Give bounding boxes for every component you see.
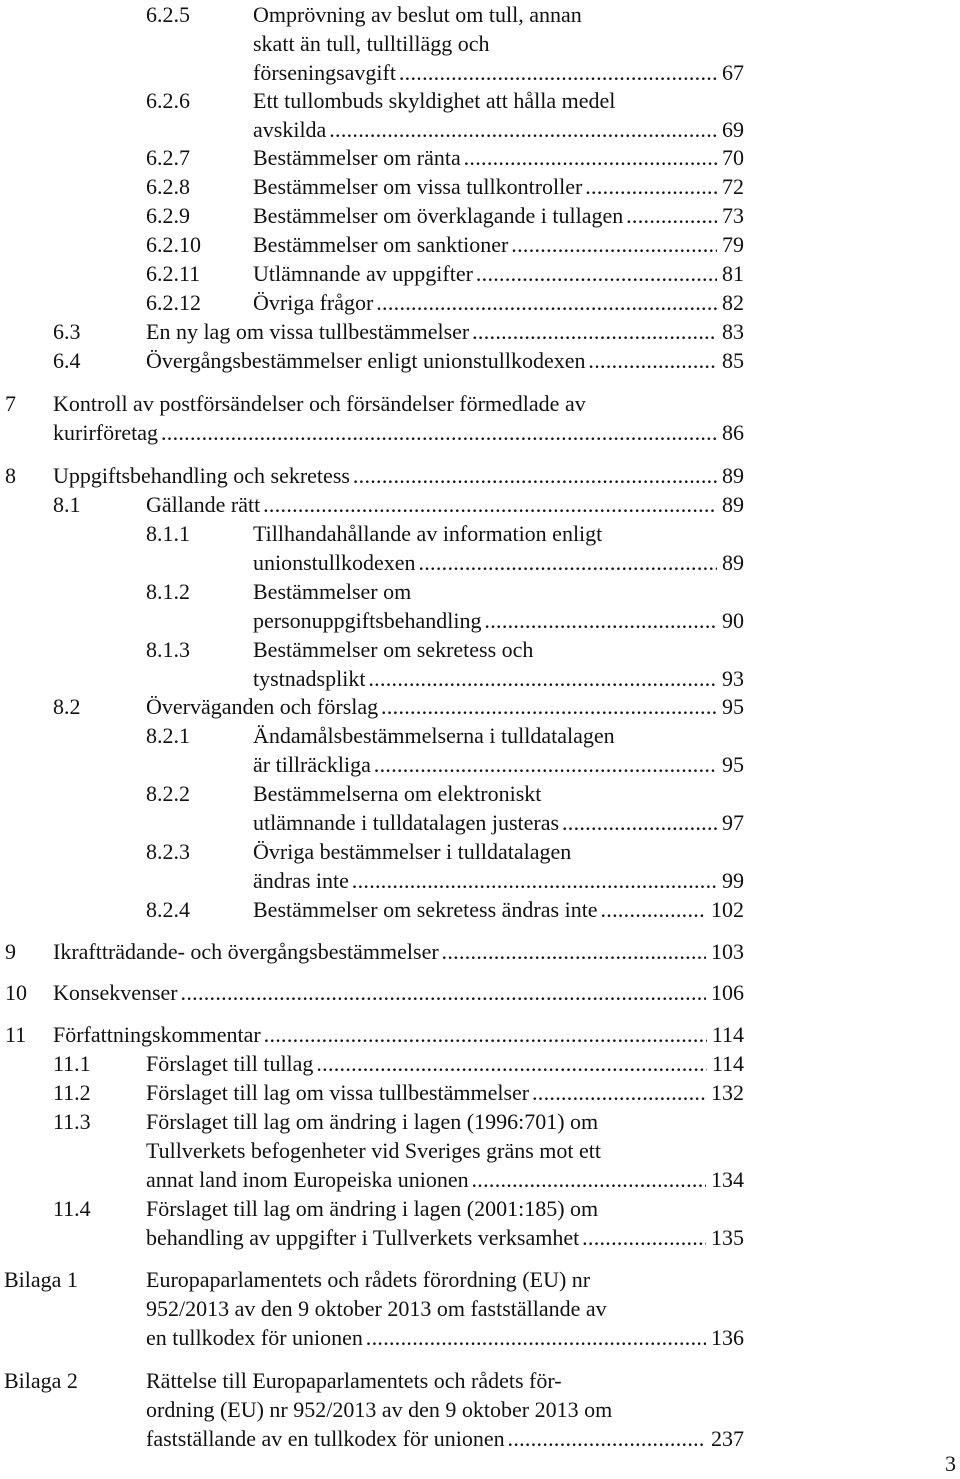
toc-entry-title-leader	[146, 1424, 744, 1453]
toc-entry-page: 97	[717, 808, 744, 837]
toc-entry-page: 114	[707, 1049, 744, 1078]
toc-entry-title-leader	[253, 115, 744, 144]
toc-entry-title-text: Författningskommentar . . .	[53, 1022, 744, 1047]
toc-entry-title-line	[253, 86, 615, 115]
toc-entry-title-text: behandling av uppgifter i Tullverkets verksamhet . . .	[146, 1225, 744, 1250]
toc-entry-title-text: avskilda . . .	[253, 117, 744, 142]
toc-entry-title-text: en tullkodex för unionen . . .	[146, 1325, 744, 1350]
toc-entry	[0, 978, 960, 1007]
toc-entry-number: 8.1.1	[146, 521, 190, 546]
toc-entry-title-text: Bestämmelserna om elektroniskt	[253, 781, 542, 806]
toc-entry-title-text: Bestämmelser om sanktioner . . .	[253, 232, 744, 257]
toc-entry-number: 6.3	[53, 319, 81, 344]
toc-entry	[0, 230, 960, 259]
toc-entry-number: 6.2.8	[146, 174, 190, 199]
toc-entry-title-line	[253, 0, 582, 29]
toc-entry	[0, 1265, 960, 1352]
toc-entry	[0, 201, 960, 230]
page-number: 3	[945, 1451, 956, 1476]
toc-entry-title-line	[146, 1395, 612, 1424]
toc-entry-page: 86	[717, 418, 744, 447]
toc-entry-number: Bilaga 1	[4, 1267, 78, 1292]
toc-entry	[0, 259, 960, 288]
toc-entry-title-text: Bestämmelser om överklagande i tullagen . . .	[253, 203, 744, 228]
toc-entry-page: 132	[706, 1078, 744, 1107]
toc-entry-title-text: Bestämmelser om	[253, 579, 412, 604]
toc-entry-title-text: tystnadsplikt . . .	[253, 666, 744, 691]
toc-entry	[0, 692, 960, 721]
toc-entry-title-text: Överväganden och förslag . . .	[146, 694, 744, 719]
toc-entry-number: 11	[5, 1022, 27, 1047]
toc-entry	[0, 519, 960, 577]
toc-entry-number: 8.2.1	[146, 723, 190, 748]
toc-entry-number: Bilaga 2	[4, 1368, 78, 1393]
toc-entry-title-text: Tullverkets befogenheter vid Sveriges gräns mot ett	[146, 1138, 601, 1163]
toc-entry-page: 93	[717, 664, 744, 693]
toc-entry-page: 95	[717, 750, 744, 779]
toc-entry	[0, 1366, 960, 1453]
toc-entry-number: 8.2.3	[146, 839, 190, 864]
toc-entry-title-line	[253, 577, 411, 606]
toc-entry-title-line	[146, 1294, 607, 1323]
toc-entry-title-text: Ikraftträdande- och övergångsbestämmelser . . .	[53, 939, 744, 964]
toc-entry-number: 9	[5, 939, 16, 964]
toc-entry-page: 67	[717, 58, 744, 87]
toc-entry-title-text: Tillhandahållande av information enligt	[253, 521, 603, 546]
toc-entry	[0, 389, 960, 447]
toc-entry-title-text: Bestämmelser om ränta . . .	[253, 145, 744, 170]
toc-entry-page: 89	[717, 461, 744, 490]
toc-entry-title-text: Förslaget till lag om vissa tullbestämmelser . . .	[146, 1080, 744, 1105]
toc-entry-title-text: Förslaget till lag om ändring i lagen (2001:185) om	[146, 1196, 599, 1221]
toc-entry-page: 89	[717, 490, 744, 519]
toc-entry-title-line	[253, 519, 602, 548]
toc-entry-title-leader	[146, 1323, 744, 1352]
toc-entry-title-leader	[253, 750, 744, 779]
toc-entry	[0, 937, 960, 966]
toc-entry-number: 8.2.4	[146, 897, 190, 922]
toc-entry	[0, 1107, 960, 1194]
toc-entry-title-line	[146, 1194, 598, 1223]
toc-entry-title-leader	[253, 259, 744, 288]
toc-entry-title-text: förseningsavgift . . .	[253, 60, 744, 85]
toc-entry	[0, 779, 960, 837]
toc-entry-number: 8.1.3	[146, 637, 190, 662]
toc-entry-title-leader	[253, 895, 744, 924]
toc-entry	[0, 143, 960, 172]
toc-entry	[0, 1078, 960, 1107]
toc-entry-title-text: Kontroll av postförsändelser och försändelser förmedlade av	[53, 391, 586, 416]
toc-entry	[0, 837, 960, 895]
toc-entry-page: 85	[717, 346, 744, 375]
toc-entry-title-text: annat land inom Europeiska unionen . . .	[146, 1167, 744, 1192]
toc-entry-title-leader	[146, 1049, 744, 1078]
toc-entry	[0, 1020, 960, 1049]
toc-entry-title-text: En ny lag om vissa tullbestämmelser . . .	[146, 319, 744, 344]
toc-entry-title-leader	[53, 937, 744, 966]
toc-entry-title-leader	[253, 664, 744, 693]
toc-entry-title-text: Gällande rätt . . .	[146, 492, 744, 517]
toc-entry-title-text: kurirföretag . . .	[53, 420, 744, 445]
toc-entry-title-text: Rättelse till Europaparlamentets och rådets för-	[146, 1368, 562, 1393]
toc-entry-number: 8.2	[53, 694, 81, 719]
toc-entry	[0, 577, 960, 635]
toc-entry-page: 73	[717, 201, 744, 230]
toc-entry-number: 6.2.12	[146, 290, 201, 315]
toc-entry-title-text: ändras inte . . .	[253, 868, 744, 893]
toc-entry-title-text: personuppgiftsbehandling . . .	[253, 608, 744, 633]
toc-entry-number: 11.3	[53, 1109, 91, 1134]
toc-entry	[0, 895, 960, 924]
toc-entry-page: 114	[707, 1020, 744, 1049]
toc-entry-title-leader	[253, 548, 744, 577]
toc-entry-number: 8.1.2	[146, 579, 190, 604]
toc-entry-number: 11.1	[53, 1051, 91, 1076]
toc-entry-title-line	[146, 1107, 598, 1136]
toc-entry-title-text: utlämnande i tulldatalagen justeras . . .	[253, 810, 744, 835]
toc-entry-title-text: Förslaget till lag om ändring i lagen (1996:701) om	[146, 1109, 599, 1134]
toc-entry-title-text: Ett tullombuds skyldighet att hålla medel	[253, 88, 616, 113]
toc-entry-title-text: Bestämmelser om vissa tullkontroller . . .	[253, 174, 744, 199]
toc-entry-title-leader	[146, 346, 744, 375]
toc-entry-title-leader	[53, 418, 744, 447]
toc-entry-number: 6.2.7	[146, 145, 190, 170]
toc-entry-number: 6.2.9	[146, 203, 190, 228]
toc-entry-page: 83	[717, 317, 744, 346]
toc-entry-title-leader	[146, 490, 744, 519]
toc-entry-title-leader	[253, 172, 744, 201]
toc-entry-title-line	[53, 389, 586, 418]
toc-entry-page: 70	[717, 143, 744, 172]
toc-entry-title-line	[253, 837, 571, 866]
toc-entry-title-leader	[53, 978, 744, 1007]
toc-entry	[0, 317, 960, 346]
toc-entry-title-leader	[253, 866, 744, 895]
toc-entry-page: 69	[717, 115, 744, 144]
toc-entry-page: 90	[717, 606, 744, 635]
toc-entry-title-leader	[253, 201, 744, 230]
toc-entry-number: 6.2.11	[146, 261, 201, 286]
toc-entry-number: 8.1	[53, 492, 81, 517]
toc-entry-title-text: Ändamålsbestämmelserna i tulldatalagen	[253, 723, 615, 748]
toc-entry-page: 103	[706, 937, 744, 966]
toc-entry-page: 102	[706, 895, 744, 924]
toc-entry-title-text: är tillräckliga . . .	[253, 752, 744, 777]
toc-entry-title-leader	[146, 1223, 744, 1252]
toc-entry-title-text: Förslaget till tullag . . .	[146, 1051, 744, 1076]
toc-entry-number: 8	[5, 463, 16, 488]
toc-entry-number: 11.4	[53, 1196, 91, 1221]
toc-entry-title-line	[146, 1265, 590, 1294]
toc-entry	[0, 0, 960, 87]
toc-entry-number: 6.2.6	[146, 88, 190, 113]
toc-entry-title-line	[253, 721, 615, 750]
toc-entry	[0, 1194, 960, 1252]
toc-entry-number: 11.2	[53, 1080, 91, 1105]
toc-entry-title-leader	[253, 288, 744, 317]
toc-entry-title-line	[146, 1366, 562, 1395]
toc-entry-title-leader	[146, 1078, 744, 1107]
toc-entry-page: 95	[717, 692, 744, 721]
toc-entry	[0, 346, 960, 375]
toc-entry-title-text: 952/2013 av den 9 oktober 2013 om fastställande av	[146, 1296, 607, 1321]
toc-entry-title-line	[253, 29, 489, 58]
toc-entry-title-leader	[253, 143, 744, 172]
toc-entry-title-text: Övriga bestämmelser i tulldatalagen	[253, 839, 572, 864]
toc-entry-page: 79	[717, 230, 744, 259]
toc-entry	[0, 1049, 960, 1078]
toc-entry-title-text: Bestämmelser om sekretess och	[253, 637, 534, 662]
toc-entry-number: 8.2.2	[146, 781, 190, 806]
toc-entry-page: 134	[706, 1165, 744, 1194]
toc-entry-title-text: fastställande av en tullkodex för unionen . . .	[146, 1426, 744, 1451]
toc-entry-title-text: Övergångsbestämmelser enligt unionstullkodexen . . .	[146, 348, 744, 373]
toc-entry-page: 237	[706, 1424, 744, 1453]
toc-entry-title-leader	[53, 461, 744, 490]
toc-entry	[0, 490, 960, 519]
toc-entry-title-text: Konsekvenser . . .	[53, 980, 744, 1005]
toc-entry	[0, 86, 960, 144]
toc-entry-title-line	[253, 635, 533, 664]
toc-entry-title-leader	[253, 606, 744, 635]
toc-entry-page: 136	[706, 1323, 744, 1352]
toc-entry-page: 99	[717, 866, 744, 895]
toc-entry-number: 10	[5, 980, 27, 1005]
toc-entry-title-text: Uppgiftsbehandling och sekretess . . .	[53, 463, 744, 488]
toc-entry	[0, 288, 960, 317]
toc-entry-page: 82	[717, 288, 744, 317]
toc-entry-title-text: ordning (EU) nr 952/2013 av den 9 oktober 2013 om	[146, 1397, 613, 1422]
toc-entry-title-leader	[253, 230, 744, 259]
toc-entry	[0, 635, 960, 693]
toc-entry-title-text: Övriga frågor . . .	[253, 290, 744, 315]
toc-entry-title-text: unionstullkodexen . . .	[253, 550, 744, 575]
toc-entry-number: 6.2.10	[146, 232, 201, 257]
toc-entry-page: 81	[717, 259, 744, 288]
toc-entry	[0, 172, 960, 201]
toc-entry-number: 6.2.5	[146, 2, 190, 27]
toc-entry	[0, 461, 960, 490]
toc-entry-number: 6.4	[53, 348, 81, 373]
toc-entry-title-text: Europaparlamentets och rådets förordning (EU) nr	[146, 1267, 591, 1292]
toc-entry-title-leader	[253, 58, 744, 87]
toc-entry-title-line	[253, 779, 541, 808]
toc-entry-page: 135	[706, 1223, 744, 1252]
toc-entry	[0, 721, 960, 779]
toc-entry-title-text: Bestämmelser om sekretess ändras inte . . .	[253, 897, 744, 922]
toc-entry-page: 106	[706, 978, 744, 1007]
toc-entry-page: 89	[717, 548, 744, 577]
toc-entry-title-leader	[146, 317, 744, 346]
toc-entry-title-leader	[53, 1020, 744, 1049]
toc-entry-title-text: skatt än tull, tulltillägg och	[253, 31, 490, 56]
toc-entry-title-leader	[146, 1165, 744, 1194]
toc-entry-number: 7	[5, 391, 16, 416]
toc-entry-title-text: Omprövning av beslut om tull, annan	[253, 2, 582, 27]
toc-entry-page: 72	[717, 172, 744, 201]
toc-entry-title-text: Utlämnande av uppgifter . . .	[253, 261, 744, 286]
toc-entry-title-line	[146, 1136, 601, 1165]
toc-entry-title-leader	[146, 692, 744, 721]
toc-entry-title-leader	[253, 808, 744, 837]
